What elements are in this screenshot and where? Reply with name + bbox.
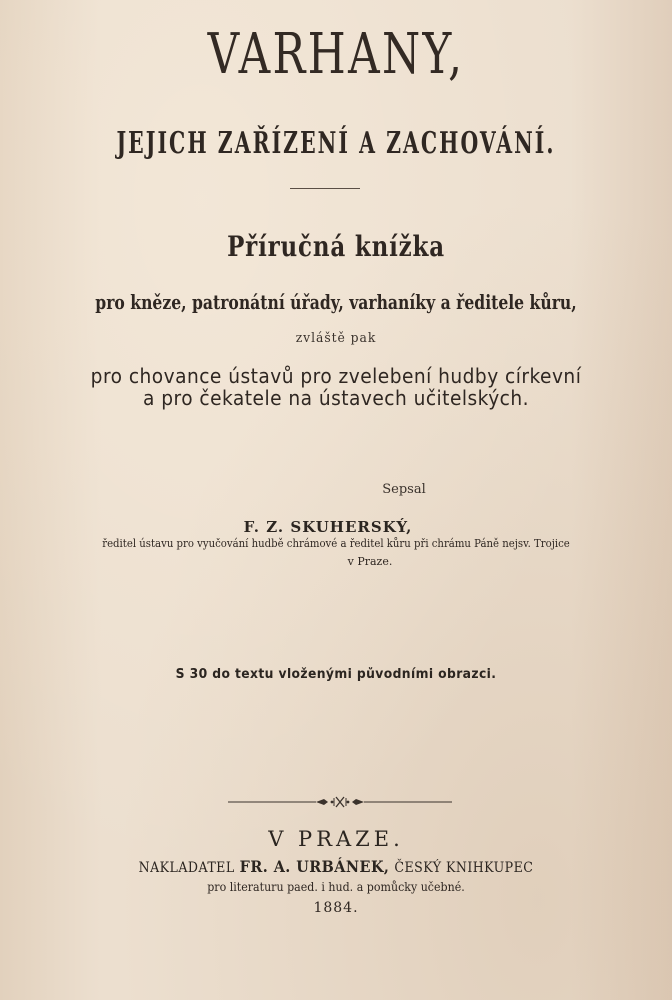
audience-line-2: pro chovance ústavů pro zvelebení hudby církevní <box>90 364 582 388</box>
author-name: F. Z. SKUHERSKÝ, <box>243 518 413 536</box>
book-subtitle: JEJICH ZAŘÍZENÍ A ZACHOVÁNÍ. <box>116 126 556 161</box>
divider-rule <box>290 188 360 189</box>
author-city: v Praze. <box>347 555 393 568</box>
audience-line-3: a pro čekatele na ústavech učitelských. <box>142 386 530 410</box>
imprint-publisher <box>34 857 639 876</box>
ornament-divider <box>228 794 452 810</box>
publisher-subtitle: pro literaturu paed. i hud. a pomůcky učebné. <box>207 880 465 894</box>
publisher-suffix: ČESKÝ KNIHKUPEC <box>394 860 534 876</box>
author-description: ředitel ústavu pro vyučování hudbě chrámové a ředitel kůru při chrámu Páně nejsv. Trojice <box>102 537 570 550</box>
publisher-name: FR. A. URBÁNEK, <box>239 857 390 876</box>
illustrations-note: S 30 do textu vloženými původními obrazci. <box>175 667 497 682</box>
book-title: VARHANY, <box>207 22 465 87</box>
audience-line: pro kněze, patronátní úřady, varhaníky a ředitele kůru, <box>95 290 577 314</box>
especially-text: zvláště pak <box>295 331 377 346</box>
handbook-heading: Příručná knížka <box>227 230 445 263</box>
publication-year: 1884. <box>313 900 359 916</box>
publisher-prefix: NAKLADATEL <box>138 860 235 876</box>
imprint-city: V PRAZE. <box>268 827 404 851</box>
byline-label: Sepsal <box>382 482 426 497</box>
